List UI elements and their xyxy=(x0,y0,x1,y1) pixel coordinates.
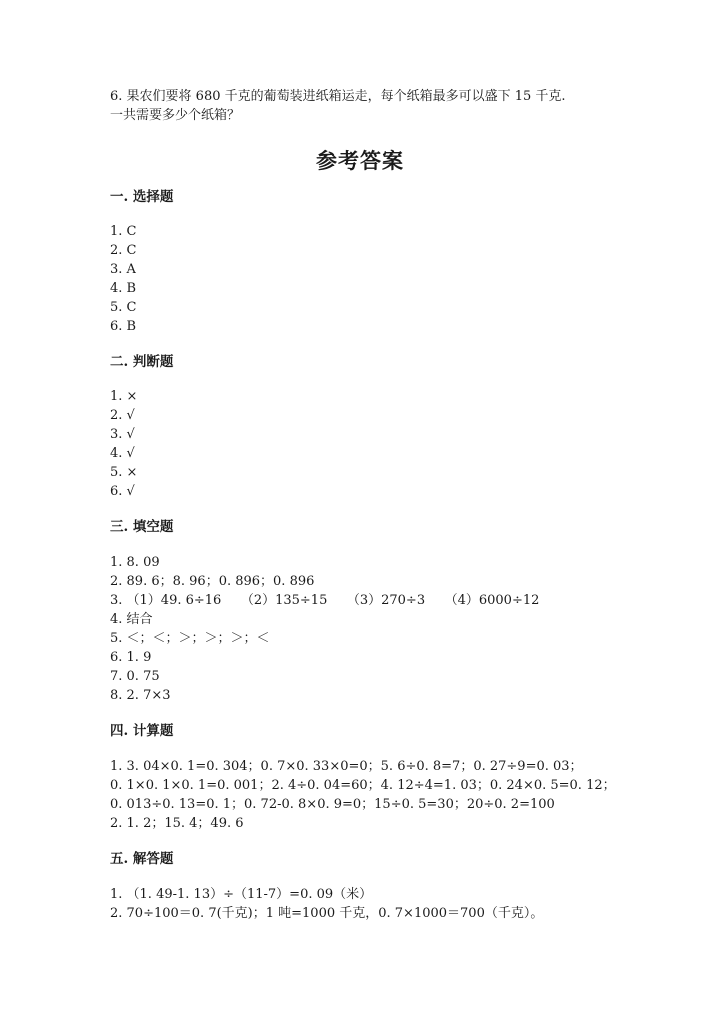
answer-line: 1. C xyxy=(110,224,137,239)
section-heading-word-problems: 五. 解答题 xyxy=(110,851,174,867)
answer-line: 8. 2. 7×3 xyxy=(110,688,171,703)
answer-key-title: 参考答案 xyxy=(316,148,404,173)
answer-line: 4. √ xyxy=(110,446,135,461)
answer-line: 3. A xyxy=(110,262,136,277)
section-heading-judgement: 二. 判断题 xyxy=(110,354,174,370)
answer-line: 3. （1）49. 6÷16 （2）135÷15 （3）270÷3 （4）6000÷12 xyxy=(110,593,540,608)
answer-line: 1. 3. 04×0. 1=0. 304；0. 7×0. 33×0=0；5. 6÷0. 8=7；0. 27÷9=0. 03； xyxy=(110,759,583,774)
answer-line: 5. ＜；＜；＞；＞；＞；＜ xyxy=(110,631,270,646)
answer-line: 6. B xyxy=(110,319,137,334)
answer-line: 6. √ xyxy=(110,484,135,499)
answer-line: 1. （1. 49-1. 13）÷（11-7）=0. 09（米） xyxy=(110,887,373,902)
answer-line: 0. 1×0. 1×0. 1=0. 001；2. 4÷0. 04=60；4. 12÷4=1. 03；0. 24×0. 5=0. 12； xyxy=(110,778,616,793)
answer-line: 4. 结合 xyxy=(110,612,153,627)
answer-line: 2. 89. 6；8. 96；0. 896；0. 896 xyxy=(110,574,315,589)
answer-line: 7. 0. 75 xyxy=(110,669,160,684)
answer-line: 3. √ xyxy=(110,427,135,442)
question-6-line-2: 一共需要多少个纸箱？ xyxy=(110,108,241,123)
answer-line: 2. 70÷100＝0. 7(千克)；1 吨=1000 千克，0. 7×1000＝700（千克）。 xyxy=(110,906,544,921)
section-heading-calculation: 四. 计算题 xyxy=(110,723,174,739)
section-heading-choice: 一. 选择题 xyxy=(110,189,174,205)
answer-line: 2. C xyxy=(110,243,137,258)
section-heading-fill-blank: 三. 填空题 xyxy=(110,519,174,535)
answer-line: 2. 1. 2；15. 4；49. 6 xyxy=(110,816,244,831)
answer-line: 6. 1. 9 xyxy=(110,650,152,665)
answer-line: 1. 8. 09 xyxy=(110,555,160,570)
answer-line: 5. C xyxy=(110,300,137,315)
answer-line: 4. B xyxy=(110,281,137,296)
answer-line: 2. √ xyxy=(110,408,135,423)
answer-line: 0. 013÷0. 13=0. 1；0. 72-0. 8×0. 9=0；15÷0. 5=30；20÷0. 2=100 xyxy=(110,797,555,812)
question-6-line-1: 6. 果农们要将 680 千克的葡萄装进纸箱运走，每个纸箱最多可以盛下 15 千克. xyxy=(110,89,566,104)
answer-line: 1. × xyxy=(110,389,138,404)
answer-line: 5. × xyxy=(110,465,138,480)
